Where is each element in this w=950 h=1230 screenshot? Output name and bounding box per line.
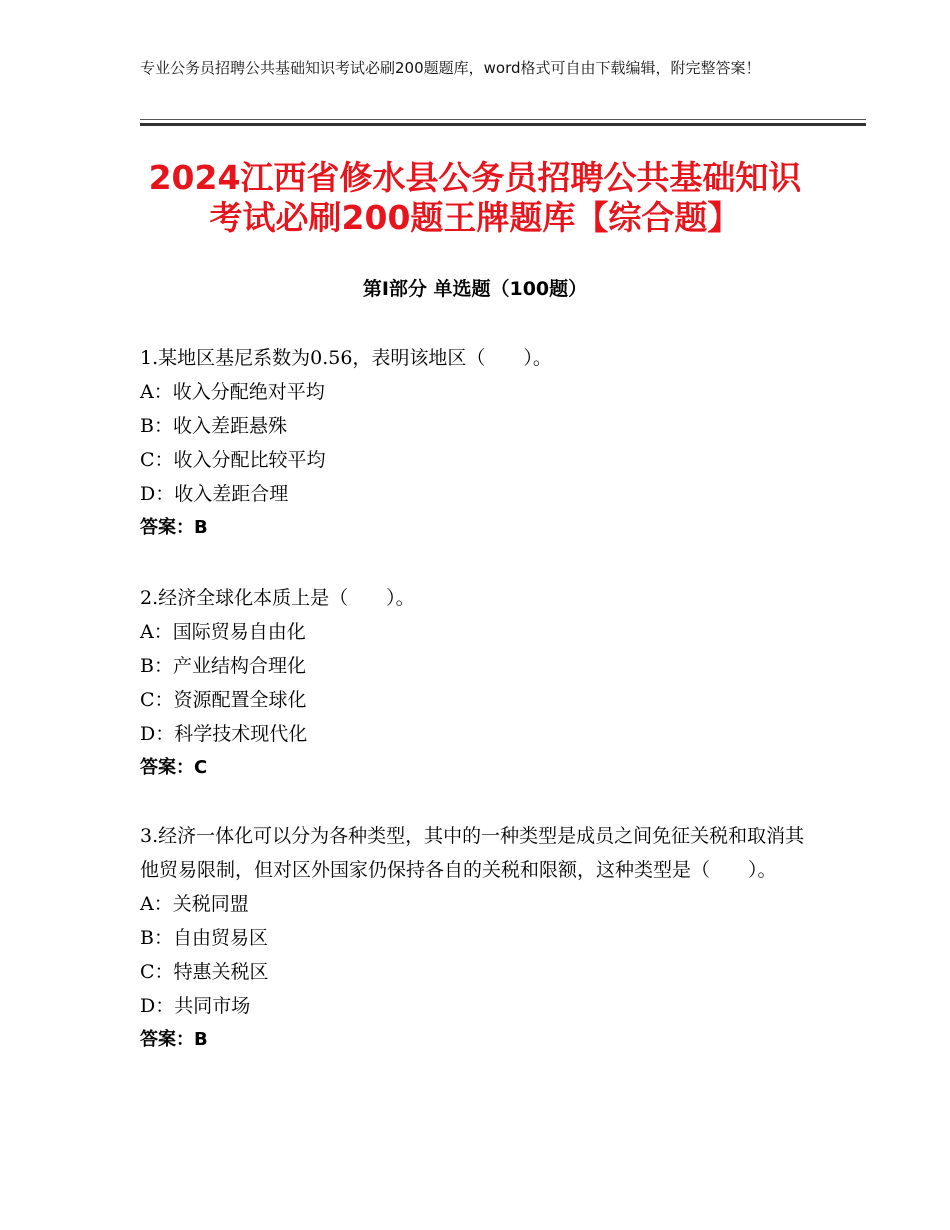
option-d: D：科学技术现代化 [140,723,308,745]
option-d: D：共同市场 [140,995,251,1017]
option-c: C：特惠关税区 [140,961,269,983]
answer-line: 答案：C [140,757,208,778]
option-b: B：自由贸易区 [140,927,268,949]
option-a: A：国际贸易自由化 [140,621,306,643]
question-stem: 1.某地区基尼系数为0.56，表明该地区（ ）。 [140,347,552,369]
question-block [140,341,810,545]
option-b: B：产业结构合理化 [140,655,306,677]
header-divider-thin [140,119,866,120]
option-d: D：收入差距合理 [140,483,289,505]
question-block [140,581,810,785]
question-stem: 3.经济一体化可以分为各种类型，其中的一种类型是成员之间免征关税和取消其他贸易限制，但对区外国家仍保持各自的关税和限额，这种类型是（ ）。 [140,825,805,881]
option-a: A：收入分配绝对平均 [140,381,325,403]
document-title-line-1: 2024江西省修水县公务员招聘公共基础知识 [148,158,802,197]
document-title [100,158,850,238]
option-c: C：收入分配比较平均 [140,449,326,471]
header-note: 专业公务员招聘公共基础知识考试必刷200题题库，word格式可自由下载编辑，附完整答案！ [140,59,761,77]
document-title-line-2: 考试必刷200题王牌题库【综合题】 [209,198,741,237]
question-block [140,819,810,1057]
option-c: C：资源配置全球化 [140,689,307,711]
option-a: A：关税同盟 [140,893,249,915]
answer-line: 答案：B [140,1029,208,1050]
header-divider-thick [140,123,866,126]
option-b: B：收入差距悬殊 [140,415,287,437]
answer-line: 答案：B [140,517,208,538]
question-stem: 2.经济全球化本质上是（ ）。 [140,587,415,609]
section-title: 第Ⅰ部分 单选题（100题） [362,278,588,300]
